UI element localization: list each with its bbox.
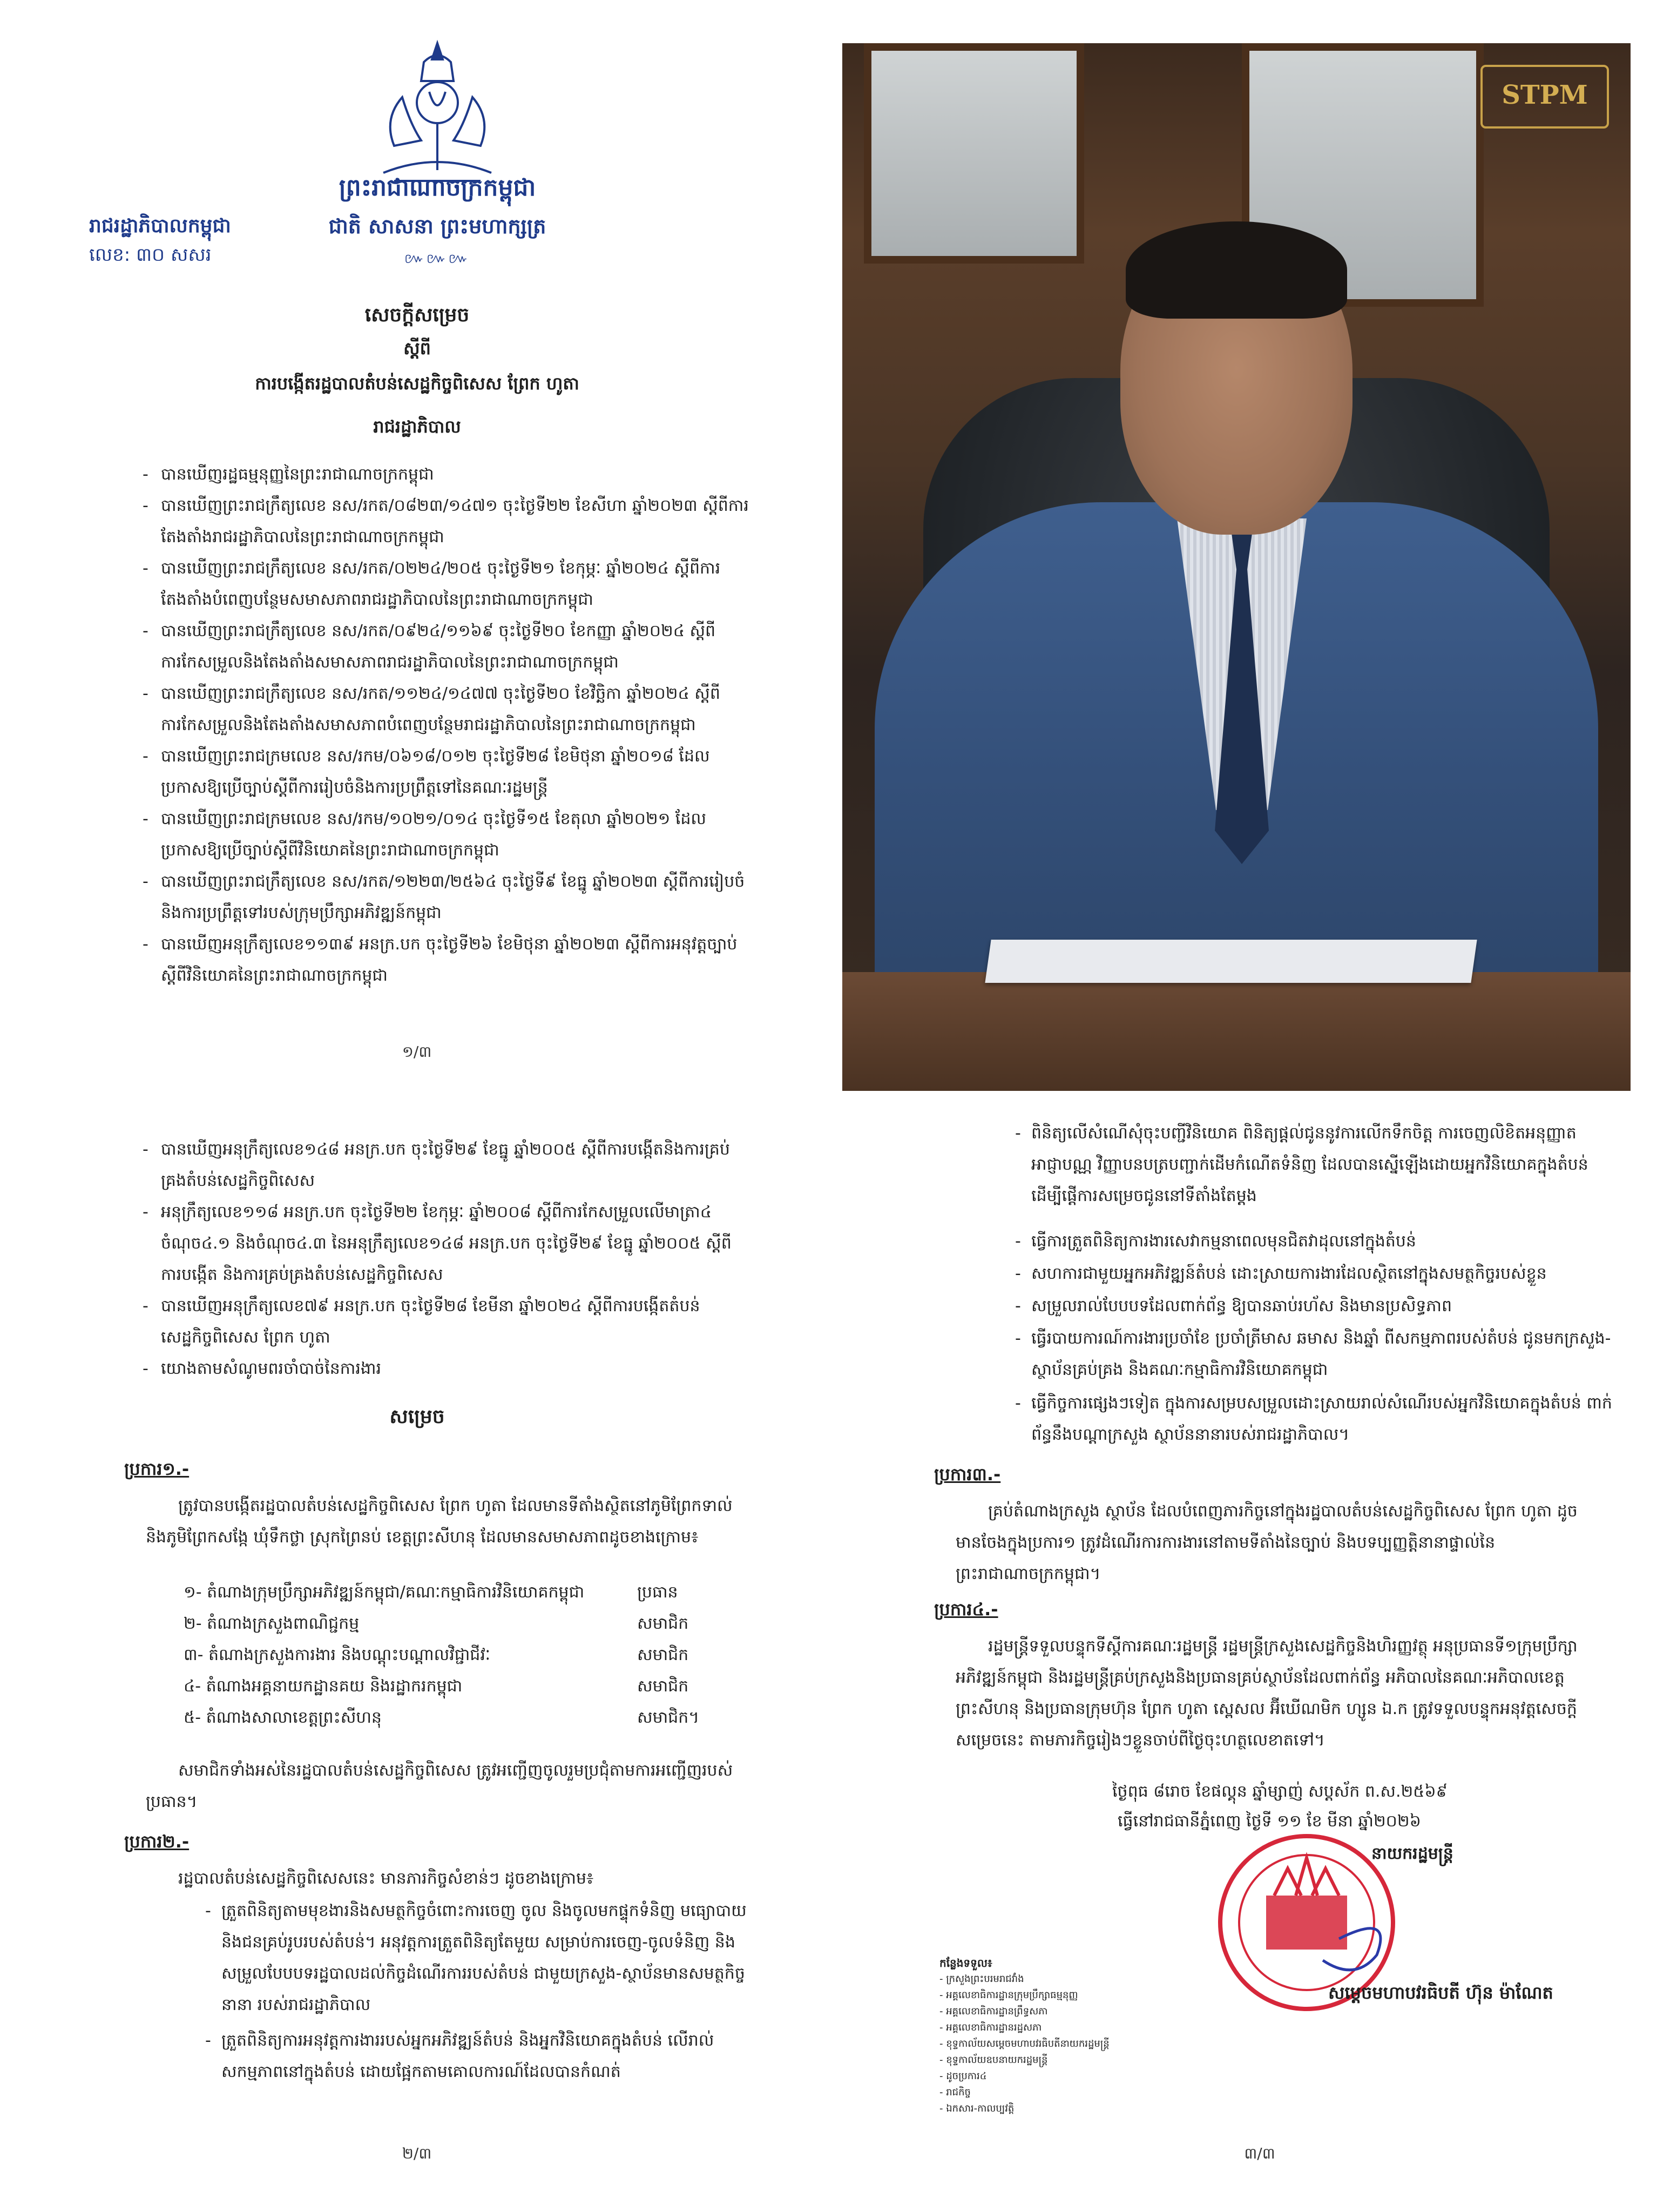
article-3-label: ប្រការ៣.- xyxy=(934,1464,1001,1485)
lunar-date: ថ្ងៃពុធ ៨រោច ខែផល្គុន ឆ្នាំម្សាញ់ សប្តស័ក ព.ស.២៥៦៩ xyxy=(1112,1782,1448,1801)
member-row xyxy=(184,1640,723,1671)
page-number: ២/៣ xyxy=(402,2144,432,2162)
list-item: - បានឃើញព្រះរាជក្រឹត្យលេខ នស/រកត/០២២៤/២០៥ ចុះថ្ងៃទី២១ ខែកុម្ភៈ ឆ្នាំ២០២៤ ស្តីពីការតែងតាំងបំពេញបន្ថែមសមាសភាពរាជរដ្ឋាភិបាលនៃព្រះរាជាណាចក្រកម្ពុជា xyxy=(146,553,750,616)
place-date: ធ្វើនៅរាជធានីភ្នំពេញ ថ្ងៃទី ១១ ខែ មីនា ឆ្នាំ២០២៦ xyxy=(1118,1812,1421,1831)
list-item: - បានឃើញព្រះរាជក្រមលេខ នស/រកម/០៦១៨/០១២ ចុះថ្ងៃទី២៨ ខែមិថុនា ឆ្នាំ២០១៨ ដែលប្រកាសឱ្យប្រើច្បាប់ស្តីពីការរៀបចំនិងការប្រព្រឹត្តទៅនៃគណៈរដ្ឋមន្ត្រី xyxy=(146,741,750,804)
list-item: - ក្រសួងព្រះបរមរាជវាំង xyxy=(939,1973,1024,1985)
list-item: - ឯកសារ-កាលប្បវត្តិ xyxy=(939,2103,1015,2114)
article-4-text: រដ្ឋមន្ត្រីទទួលបន្ទុកទីស្តីការគណៈរដ្ឋមន្ត្រី រដ្ឋមន្ត្រីក្រសួងសេដ្ឋកិច្ចនិងហិរញ្ញវត្ថុ អនុប្រធានទី១ក្រុមប្រឹក្សាអភិវឌ្ឍន៍កម្ពុជា និងរដ្ឋមន្ត្រីគ្រប់ក្រសួងនិងប្រធានគ្រប់ស្ថាប័នដែលពាក់ព័ន្ធ អភិបាលនៃគណៈអភិបាលខេត្តព្រះសីហនុ និងប្រធានក្រុមហ៊ុន ព្រែក ហូតា ស្ពេសល អ៊ីឃើណមិក ហ្សូន ឯ.ក ត្រូវទទួលបន្ទុកអនុវត្តសេចក្តីសម្រេចនេះ តាមភារកិច្ចរៀងៗខ្លួនចាប់ពីថ្ងៃចុះហត្ថលេខាតទៅ។ xyxy=(956,1637,1578,1750)
list-item: - ខុទ្ទកាល័យឧបនាយករដ្ឋមន្ត្រី xyxy=(939,2054,1048,2066)
member-row xyxy=(184,1702,723,1734)
desk xyxy=(842,972,1631,1091)
national-motto: ជាតិ សាសនា ព្រះមហាក្សត្រ xyxy=(328,214,546,238)
list-item: - បានឃើញព្រះរាជក្រឹត្យលេខ នស/រកត/០៨២៣/១៤៧១ ចុះថ្ងៃទី២២ ខែសីហា ឆ្នាំ២០២៣ ស្តីពីការតែងតាំងរាជរដ្ឋាភិបាលនៃព្រះរាជាណាចក្រកម្ពុជា xyxy=(146,490,750,553)
article-2-item: - ត្រួតពិនិត្យតាមមុខងារនិងសមត្ថកិច្ចចំពោះការចេញ ចូល និងចូលមកផ្ទុកទំនិញ មធ្យោបាយ និងជនគ្រប់រូបរបស់តំបន់។ អនុវត្តការត្រួតពិនិត្យតែមួយ សម្រាប់ការចេញ-ចូលទំនិញ និងសម្រួលបែបបទរដ្ឋបាលដល់កិច្ចដំណើរការរបស់តំបន់ ជាមួយក្រសួង-ស្ថាប័នមានសមត្ថកិច្ចនានា របស់រាជរដ្ឋាភិបាល xyxy=(205,1896,767,2021)
article-3-text: គ្រប់តំណាងក្រសួង ស្ថាប័ន ដែលបំពេញភារកិច្ចនៅក្នុងរដ្ឋបាលតំបន់សេដ្ឋកិច្ចពិសេស ព្រែក ហូតា ដូចមានចែងក្នុងប្រការ១ ត្រូវដំណើរការការងារនៅតាមទីតាំងនៃច្បាប់ និងបទប្បញ្ញត្តិនានាផ្ទាល់នៃព្រះរាជាណាចក្រកម្ពុជា។ xyxy=(956,1502,1578,1583)
member-name: ៥- តំណាងសាលាខេត្តព្រះសីហនុ xyxy=(184,1708,382,1727)
member-row xyxy=(184,1608,723,1640)
list-item: - បានឃើញអនុក្រឹត្យលេខ៧៩ អនក្រ.បក ចុះថ្ងៃទី២៨ ខែមីនា ឆ្នាំ២០២៤ ស្តីពីការបង្កើតតំបន់សេដ្ឋកិច្ចពិសេស ព្រែក ហូតា xyxy=(146,1291,750,1353)
official-portrait-photo xyxy=(842,43,1631,1091)
member-row xyxy=(184,1577,723,1608)
list-item: - បានឃើញអនុក្រឹត្យលេខ១១៣៩ អនក្រ.បក ចុះថ្ងៃទី២៦ ខែមិថុនា ឆ្នាំ២០២៣ ស្តីពីការអនុវត្តច្បាប់ស្តីពីវិនិយោគនៃព្រះរាជាណាចក្រកម្ពុជា xyxy=(146,929,750,992)
article-2-label: ប្រការ២.- xyxy=(124,1831,190,1852)
recipients-list xyxy=(939,1955,1110,2117)
page-number: ១/៣ xyxy=(402,1043,432,1061)
decision-heading: សម្រេច xyxy=(389,1406,445,1428)
article-2-intro: រដ្ឋបាលតំបន់សេដ្ឋកិច្ចពិសេសនេះ មានភារកិច្ចសំខាន់ៗ ដូចខាងក្រោម៖ xyxy=(178,1869,594,1888)
list-item: - អគ្គលេខាធិការដ្ឋានព្រឹទ្ធសភា xyxy=(939,2006,1048,2017)
member-role: សមាជិក xyxy=(637,1614,689,1633)
list-item: - បានឃើញព្រះរាជក្រឹត្យលេខ នស/រកត/១២២៣/២៥៦៤ ចុះថ្ងៃទី៩ ខែធ្នូ ឆ្នាំ២០២៣ ស្តីពីការរៀបចំនិងការប្រព្រឹត្តទៅរបស់ក្រុមប្រឹក្សាអភិវឌ្ឍន៍កម្ពុជា xyxy=(146,866,750,929)
article-2-item: - ធ្វើកិច្ចការផ្សេងៗទៀត ក្នុងការសម្របសម្រួលដោះស្រាយរាល់សំណើរបស់អ្នកវិនិយោគក្នុងតំបន់ ពាក់ព័ន្ធនឹងបណ្តាក្រសួង ស្ថាប័ននានារបស់រាជរដ្ឋាភិបាល។ xyxy=(1015,1388,1614,1451)
member-role: សមាជិក។ xyxy=(637,1708,699,1727)
list-item: - ដូចប្រការ៤ xyxy=(939,2071,987,2082)
window-left xyxy=(864,43,1084,264)
document-issuer: រាជរដ្ឋាភិបាល xyxy=(373,416,461,437)
article-2-item: - ត្រួតពិនិត្យការអនុវត្តការងាររបស់អ្នកអភិវឌ្ឍន៍តំបន់ និងអ្នកវិនិយោគក្នុងតំបន់ លើរាល់សកម្មភាពនៅក្នុងតំបន់ ដោយផ្អែកតាមគោលការណ៍ដែលបានកំណត់ xyxy=(205,2025,767,2088)
members-list xyxy=(184,1577,723,1734)
member-role: សមាជិក xyxy=(637,1677,689,1696)
kingdom-heading: ព្រះរាជាណាចក្រកម្ពុជា xyxy=(339,174,536,201)
list-item: - បានឃើញរដ្ឋធម្មនុញ្ញនៃព្រះរាជាណាចក្រកម្ពុជា xyxy=(146,459,750,490)
list-item: - បានឃើញព្រះរាជក្រឹត្យលេខ នស/រកត/០៩២៤/១១៦៩ ចុះថ្ងៃទី២០ ខែកញ្ញា ឆ្នាំ២០២៤ ស្តីពីការកែសម្រួលនិងតែងតាំងសមាសភាពរាជរដ្ឋាភិបាលនៃព្រះរាជាណាចក្រកម្ពុជា xyxy=(146,616,750,678)
issuing-government: រាជរដ្ឋាភិបាលកម្ពុជា xyxy=(89,215,231,237)
document-subject: ការបង្កើតរដ្ឋបាលតំបន់សេដ្ឋកិច្ចពិសេស ព្រែក ហូតា xyxy=(255,373,579,394)
page-number: ៣/៣ xyxy=(1244,2144,1275,2162)
considerations-list-continued xyxy=(146,1134,750,1385)
list-item: - អនុក្រឹត្យលេខ១១៨ អនក្រ.បក ចុះថ្ងៃទី២២ ខែកុម្ភៈ ឆ្នាំ២០០៨ ស្តីពីការកែសម្រួលលើមាត្រា៤ ចំណុច៤.១ និងចំណុច៤.៣ នៃអនុក្រឹត្យលេខ១៤៨ អនក្រ.បក ចុះថ្ងៃទី២៩ ខែធ្នូ ឆ្នាំ២០០៥ ស្តីពីការបង្កើត និងការគ្រប់គ្រងតំបន់សេដ្ឋកិច្ចពិសេស xyxy=(146,1197,750,1291)
member-name: ៤- តំណាងអគ្គនាយកដ្ឋានគយ និងរដ្ឋាករកម្ពុជា xyxy=(184,1677,463,1696)
document-number: លេខ: ៣០ សសរ xyxy=(89,244,212,266)
document-page-1 xyxy=(0,0,834,1102)
list-item: - បានឃើញអនុក្រឹត្យលេខ១៤៨ អនក្រ.បក ចុះថ្ងៃទី២៩ ខែធ្នូ ឆ្នាំ២០០៥ ស្តីពីការបង្កើតនិងការគ្រប់គ្រងតំបន់សេដ្ឋកិច្ចពិសេស xyxy=(146,1134,750,1197)
list-item: - ខុទ្ទកាល័យសម្តេចមហាបវរធិបតីនាយករដ្ឋមន្ត្រី xyxy=(939,2038,1110,2049)
article-1-text: ត្រូវបានបង្កើតរដ្ឋបាលតំបន់សេដ្ឋកិច្ចពិសេស ព្រែក ហូតា ដែលមានទីតាំងស្ថិតនៅភូមិព្រែកទាល់ និងភូមិព្រែកសង្កែ ឃុំទឹកថ្លា ស្រុកព្រៃនប់ ខេត្តព្រះសីហនុ ដែលមានសមាសភាពដូចខាងក្រោម៖ xyxy=(146,1496,733,1547)
recipients-heading: កន្លែងទទួល៖ xyxy=(939,1957,992,1970)
member-row xyxy=(184,1671,723,1702)
ornament-divider: ៚៚៚ xyxy=(404,251,471,267)
article-2-item: - ពិនិត្យលើសំណើសុំចុះបញ្ជីវិនិយោគ ពិនិត្យផ្តល់ជូននូវការលើកទឹកចិត្ត ការចេញលិខិតអនុញ្ញាត អាជ្ញាបណ្ណ វិញ្ញាបនបត្របញ្ជាក់ដើមកំណើតទំនិញ ដែលបានស្នើឡើងដោយអ្នកវិនិយោគក្នុងតំបន់ ដើម្បីផ្តើការសម្រេចជូននៅទីតាំងតែម្តង xyxy=(1015,1118,1614,1212)
list-item: - បានឃើញព្រះរាជក្រឹត្យលេខ នស/រកត/១១២៤/១៤៧៧ ចុះថ្ងៃទី២០ ខែវិច្ឆិកា ឆ្នាំ២០២៤ ស្តីពីការកែសម្រួលនិងតែងតាំងសមាសភាពបំពេញបន្ថែមរាជរដ្ឋាភិបាលនៃព្រះរាជាណាចក្រកម្ពុជា xyxy=(146,678,750,741)
member-name: ១- តំណាងក្រុមប្រឹក្សាអភិវឌ្ឍន៍កម្ពុជា/គណៈកម្មាធិការវិនិយោគកម្ពុជា xyxy=(184,1583,585,1602)
list-item: - អគ្គលេខាធិការដ្ឋានរដ្ឋសភា xyxy=(939,2022,1042,2033)
signer-name: សម្តេចមហាបវរធិបតី ហ៊ុន ម៉ាណែត xyxy=(1328,1982,1553,2003)
considerations-list xyxy=(146,459,750,992)
list-item: - យោងតាមសំណូមពរចាំបាច់នៃការងារ xyxy=(146,1353,750,1385)
desk-papers xyxy=(985,940,1477,983)
article-4-label: ប្រការ៤.- xyxy=(934,1599,998,1620)
member-role: ប្រធាន xyxy=(637,1583,678,1602)
document-title: សេចក្តីសម្រេច xyxy=(364,304,470,326)
royal-emblem-icon xyxy=(373,38,502,189)
list-item: - បានឃើញព្រះរាជក្រមលេខ នស/រកម/១០២១/០១៤ ចុះថ្ងៃទី១៥ ខែតុលា ឆ្នាំ២០២១ ដែលប្រកាសឱ្យប្រើច្បាប់ស្តីពីវិនិយោគនៃព្រះរាជាណាចក្រកម្ពុជា xyxy=(146,804,750,866)
member-name: ២- តំណាងក្រសួងពាណិជ្ជកម្ម xyxy=(184,1614,360,1633)
article-2-item: - សហការជាមួយអ្នកអភិវឌ្ឍន៍តំបន់ ដោះស្រាយការងារដែលស្ថិតនៅក្នុងសមត្ថកិច្ចរបស់ខ្លួន xyxy=(1015,1258,1614,1290)
document-page-3 xyxy=(842,1102,1677,2212)
document-subtitle: ស្តីពី xyxy=(403,338,431,359)
portrait-hair xyxy=(1126,221,1347,319)
document-page-2 xyxy=(0,1102,834,2212)
member-role: សមាជិក xyxy=(637,1645,689,1664)
article-2-item: - សម្រួលរាល់បែបបទដែលពាក់ព័ន្ធ ឱ្យបានឆាប់រហ័ស និងមានប្រសិទ្ធភាព xyxy=(1015,1291,1614,1322)
article-2-item: - ធ្វើការត្រួតពិនិត្យការងារសេវាកម្មនាពេលមុនជិតវាដុលនៅក្នុងតំបន់ xyxy=(1015,1226,1614,1257)
article-1-label: ប្រការ១.- xyxy=(124,1459,190,1479)
member-name: ៣- តំណាងក្រសួងការងារ និងបណ្តុះបណ្តាលវិជ្ជាជីវៈ xyxy=(184,1645,491,1664)
stpm-watermark: STPM xyxy=(1480,65,1609,129)
list-item: - រាជកិច្ច xyxy=(939,2087,971,2098)
list-item: - អគ្គលេខាធិការដ្ឋានក្រុមប្រឹក្សាធម្មនុញ្ញ xyxy=(939,1990,1078,2001)
signer-title: នាយករដ្ឋមន្ត្រី xyxy=(1371,1844,1453,1863)
article-2-item: - ធ្វើរបាយការណ៍ការងារប្រចាំខែ ប្រចាំត្រីមាស ឆមាស និងឆ្នាំ ពីសកម្មភាពរបស់តំបន់ ជូនមកក្រសួង-ស្ថាប័នគ្រប់គ្រង និងគណៈកម្មាធិការវិនិយោគកម្ពុជា xyxy=(1015,1323,1614,1386)
members-note: សមាជិកទាំងអស់នៃរដ្ឋបាលតំបន់សេដ្ឋកិច្ចពិសេស ត្រូវអញ្ជើញចូលរួមប្រជុំតាមការអញ្ជើញរបស់ប្រធាន។ xyxy=(146,1761,733,1811)
